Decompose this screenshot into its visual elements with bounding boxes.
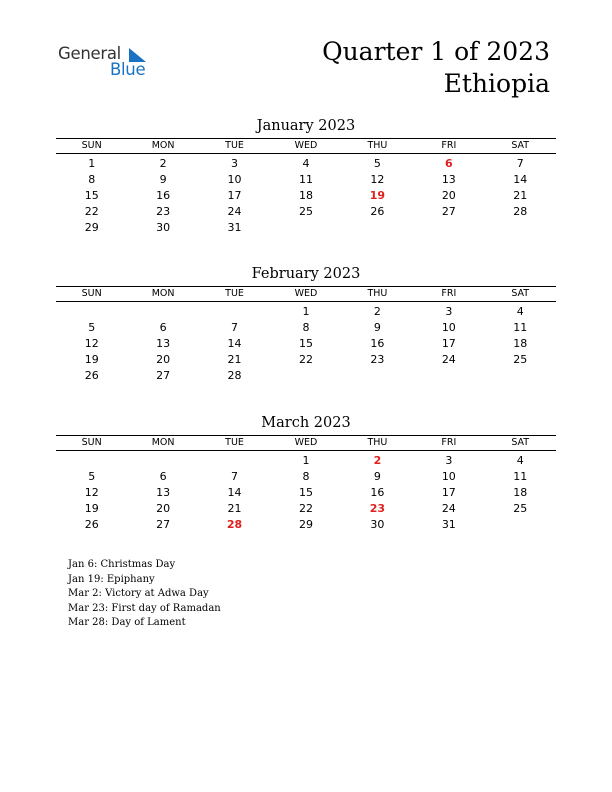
day-cell: 9 — [373, 470, 381, 483]
day-cell: 19 — [84, 353, 99, 366]
day-cell: 7 — [516, 157, 524, 170]
day-header: SAT — [511, 288, 530, 299]
day-cell: 28 — [226, 518, 243, 531]
day-header: SUN — [81, 288, 102, 299]
day-header: SAT — [511, 437, 530, 448]
logo-blue-text: Blue — [110, 60, 146, 79]
day-cell: 3 — [231, 157, 239, 170]
day-cell — [485, 220, 556, 236]
week-row — [56, 517, 556, 533]
day-header: TUE — [225, 140, 244, 151]
day-header: MON — [151, 437, 175, 448]
day-cell: 5 — [88, 321, 96, 334]
holiday-note: Mar 28: Day of Lament — [68, 617, 186, 628]
day-cell: 25 — [513, 502, 528, 515]
week-row — [56, 204, 556, 220]
day-cell: 19 — [84, 502, 99, 515]
day-header-row — [56, 436, 556, 450]
day-cell: 4 — [516, 454, 524, 467]
day-cell — [199, 453, 270, 469]
month-title: January 2023 — [256, 118, 356, 134]
day-cell: 16 — [370, 486, 385, 499]
logo — [58, 44, 168, 84]
day-cell: 3 — [445, 305, 453, 318]
month-march — [56, 413, 556, 533]
day-cell: 26 — [84, 518, 99, 531]
week-row — [56, 453, 556, 469]
day-cell: 12 — [84, 486, 99, 499]
week-row — [56, 156, 556, 172]
day-cell — [127, 453, 198, 469]
day-cell: 27 — [441, 205, 456, 218]
day-cell: 17 — [441, 486, 456, 499]
day-cell: 10 — [441, 321, 456, 334]
day-cell: 15 — [84, 189, 99, 202]
day-cell: 11 — [513, 470, 528, 483]
day-cell: 7 — [231, 321, 239, 334]
day-cell: 5 — [373, 157, 381, 170]
day-cell: 17 — [441, 337, 456, 350]
day-header: THU — [367, 288, 388, 299]
logo-general-text: General — [58, 44, 121, 63]
day-cell: 21 — [227, 353, 242, 366]
day-cell: 16 — [370, 337, 385, 350]
day-cell: 19 — [369, 189, 386, 202]
day-cell: 18 — [513, 337, 528, 350]
day-cell: 22 — [298, 353, 313, 366]
day-cell: 9 — [159, 173, 167, 186]
day-cell: 14 — [513, 173, 528, 186]
day-header: FRI — [441, 437, 457, 448]
week-row — [56, 352, 556, 368]
week-row — [56, 320, 556, 336]
week-row — [56, 220, 556, 236]
day-cell: 1 — [302, 454, 310, 467]
day-cell: 5 — [88, 470, 96, 483]
day-cell: 15 — [298, 337, 313, 350]
day-cell: 3 — [445, 454, 453, 467]
day-header: MON — [151, 140, 175, 151]
month-title: February 2023 — [251, 266, 361, 282]
day-cell: 10 — [227, 173, 242, 186]
title-quarter: Quarter 1 of 2023 — [322, 37, 550, 66]
day-cell: 28 — [227, 369, 242, 382]
day-cell: 30 — [156, 221, 171, 234]
day-cell: 23 — [156, 205, 171, 218]
day-cell: 8 — [88, 173, 96, 186]
day-cell: 20 — [156, 502, 171, 515]
day-cell: 2 — [373, 305, 381, 318]
holiday-note: Jan 6: Christmas Day — [68, 559, 176, 570]
day-header: SUN — [81, 140, 102, 151]
day-cell: 24 — [227, 205, 242, 218]
day-cell — [270, 220, 341, 236]
day-cell: 21 — [513, 189, 528, 202]
day-cell: 24 — [441, 353, 456, 366]
day-cell — [342, 220, 413, 236]
day-cell: 26 — [370, 205, 385, 218]
day-cell: 14 — [227, 486, 242, 499]
month-january — [56, 116, 556, 236]
week-row — [56, 368, 556, 384]
day-cell: 1 — [302, 305, 310, 318]
day-cell: 1 — [88, 157, 96, 170]
day-cell: 4 — [516, 305, 524, 318]
day-cell: 27 — [156, 369, 171, 382]
day-cell: 8 — [302, 321, 310, 334]
day-cell: 31 — [441, 518, 456, 531]
day-cell — [485, 368, 556, 384]
day-cell: 14 — [227, 337, 242, 350]
week-row — [56, 469, 556, 485]
day-cell: 29 — [84, 221, 99, 234]
day-cell: 22 — [84, 205, 99, 218]
day-cell: 25 — [513, 353, 528, 366]
divider — [56, 450, 556, 451]
day-cell — [199, 304, 270, 320]
week-rows — [56, 453, 556, 533]
week-rows — [56, 156, 556, 236]
day-header: WED — [294, 288, 318, 299]
day-cell: 12 — [84, 337, 99, 350]
week-row — [56, 188, 556, 204]
day-cell: 9 — [373, 321, 381, 334]
day-cell — [127, 304, 198, 320]
holiday-note: Jan 19: Epiphany — [68, 573, 155, 585]
day-cell: 20 — [156, 353, 171, 366]
day-cell — [56, 304, 127, 320]
day-cell: 13 — [441, 173, 456, 186]
day-header-row — [56, 287, 556, 301]
day-cell — [413, 220, 484, 236]
day-cell: 31 — [227, 221, 242, 234]
day-header: SAT — [511, 140, 530, 151]
month-title: March 2023 — [261, 415, 351, 431]
day-cell: 11 — [513, 321, 528, 334]
day-cell: 11 — [298, 173, 313, 186]
day-cell: 28 — [513, 205, 528, 218]
day-cell: 27 — [156, 518, 171, 531]
day-cell: 23 — [370, 353, 385, 366]
week-row — [56, 501, 556, 517]
day-header: TUE — [225, 288, 244, 299]
day-cell — [342, 368, 413, 384]
day-cell: 23 — [369, 502, 386, 515]
day-header: TUE — [225, 437, 244, 448]
day-cell: 18 — [298, 189, 313, 202]
day-cell: 17 — [227, 189, 242, 202]
day-header: WED — [294, 437, 318, 448]
day-cell — [485, 517, 556, 533]
holiday-note: Mar 2: Victory at Adwa Day — [68, 588, 209, 599]
title-country: Ethiopia — [443, 69, 550, 98]
day-cell: 15 — [298, 486, 313, 499]
day-cell: 29 — [298, 518, 313, 531]
day-header: WED — [294, 140, 318, 151]
month-february — [56, 264, 556, 384]
day-header: MON — [151, 288, 175, 299]
divider — [56, 153, 556, 154]
day-cell: 2 — [373, 454, 382, 467]
day-header: FRI — [441, 288, 457, 299]
week-row — [56, 485, 556, 501]
day-header-row — [56, 139, 556, 153]
day-cell: 7 — [231, 470, 239, 483]
day-cell: 6 — [159, 321, 167, 334]
day-header: THU — [367, 437, 388, 448]
day-cell: 13 — [156, 486, 171, 499]
day-cell — [270, 368, 341, 384]
day-header: FRI — [441, 140, 457, 151]
day-cell: 10 — [441, 470, 456, 483]
day-cell: 13 — [156, 337, 171, 350]
holiday-notes — [68, 558, 221, 631]
day-cell: 30 — [370, 518, 385, 531]
week-row — [56, 304, 556, 320]
day-cell: 20 — [441, 189, 456, 202]
day-cell: 21 — [227, 502, 242, 515]
page-title — [322, 36, 550, 100]
day-cell: 8 — [302, 470, 310, 483]
day-cell: 6 — [159, 470, 167, 483]
day-cell: 26 — [84, 369, 99, 382]
day-cell: 24 — [441, 502, 456, 515]
day-cell — [413, 368, 484, 384]
day-cell — [56, 453, 127, 469]
day-header: SUN — [81, 437, 102, 448]
week-rows — [56, 304, 556, 384]
day-header: THU — [367, 140, 388, 151]
week-row — [56, 336, 556, 352]
holiday-note: Mar 23: First day of Ramadan — [68, 602, 221, 614]
day-cell: 12 — [370, 173, 385, 186]
day-cell: 18 — [513, 486, 528, 499]
day-cell: 16 — [156, 189, 171, 202]
day-cell: 22 — [298, 502, 313, 515]
day-cell: 6 — [444, 157, 453, 170]
day-cell: 25 — [298, 205, 313, 218]
day-cell: 2 — [159, 157, 167, 170]
divider — [56, 301, 556, 302]
day-cell: 4 — [302, 157, 310, 170]
week-row — [56, 172, 556, 188]
